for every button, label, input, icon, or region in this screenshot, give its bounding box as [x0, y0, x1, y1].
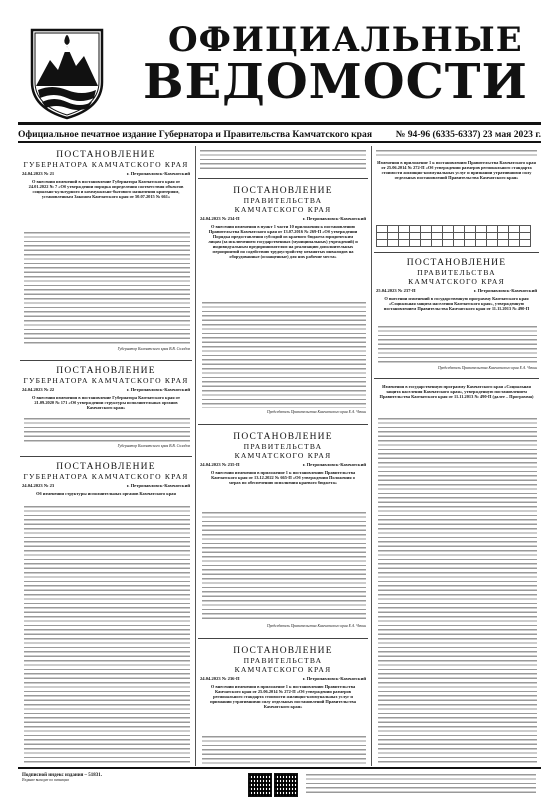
doc-meta — [22, 387, 190, 392]
middle-doc-3 — [200, 646, 366, 712]
doc-date: 24.04.2023 № 21 — [22, 171, 55, 176]
footer — [18, 770, 541, 800]
left-doc-2-signer: Губернатор Камчатского края В.В. Солодов — [117, 444, 190, 448]
doc-title-line1: ПОСТАНОВЛЕНИЕ — [56, 150, 156, 160]
right-appendix2-heading: Изменения в государственную программу Камчатского края «Социальная защита населения Камчатского края», утвержденную постановлением Правительства Камчатского края от 11.11.2013 № 490-П (далее – Программа) — [379, 384, 534, 399]
left-doc-2 — [22, 366, 190, 413]
doc-date: 24.04.2023 № 235-П — [200, 462, 240, 467]
doc-heading: О внесении изменений в постановление Губернатора Камчатского края от 24.01.2022 № 7 «Об утверждении порядка определения соответствия объектов социально-культурного и коммунально-бытового назначения критериям, установленным Законом Камчатского края от 50.07.2015 № 661» — [28, 179, 184, 199]
subscription-index: Подписной индекс издания – 51831. — [22, 773, 103, 778]
doc-heading: О внесении изменений в государственную программу Камчатского края «Социальная защита населения Камчатского края», утвержденную постановлением Правительства Камчатского края от 11.11.2013 № 490-П — [383, 296, 530, 311]
column-divider-2 — [371, 146, 372, 766]
doc-heading: О внесении изменения в постановление Губернатора Камчатского края от 21.09.2020 № 171 «Об утверждении структуры исполнительных органов Камчатского края» — [32, 395, 180, 410]
doc-date: 24.04.2023 № 234-П — [200, 216, 240, 221]
doc-meta — [22, 483, 190, 488]
table-row — [377, 240, 531, 247]
doc-place: г. Петропавловск-Камчатский — [302, 462, 366, 467]
doc-date: 25.04.2023 № 237-П — [376, 288, 416, 293]
footer-left — [22, 774, 212, 782]
section-divider — [20, 360, 192, 361]
masthead-subline — [18, 128, 541, 140]
doc-place: г. Петропавловск-Камчатский — [126, 387, 190, 392]
doc-heading: О внесении изменения в пункт 1 части 10 приложения к постановлению Правительства Камчатского края от 13.07.2016 № 269-П «Об утверждении Порядка предоставления субсидий из краевого бюджета юридическим лицам (за исключением государственных (муниципальных) учреждений) и индивидуальным предпринимателям на реализацию дополнительных мероприятий по содействию трудоустройству незанятых инвалидов на оборудованные (оснащенные) для них рабочие места» — [208, 224, 358, 259]
masthead-rule-top — [18, 122, 541, 125]
doc-place: г. Петропавловск-Камчатский — [302, 676, 366, 681]
doc-place: г. Петропавловск-Камчатский — [302, 216, 366, 221]
footer-right-text — [306, 774, 536, 796]
newspaper-subtitle: Официальное печатное издание Губернатора и Правительства Камчатского края — [18, 128, 373, 140]
middle-doc-2 — [200, 432, 366, 488]
doc-title-line1: ПОСТАНОВЛЕНИЕ — [56, 366, 156, 376]
newspaper-title-main: ВЕДОМОСТИ — [143, 54, 528, 110]
doc-heading: Об изменении структуры исполнительных органов Камчатского края — [36, 491, 176, 496]
middle-doc-1-body — [202, 302, 366, 408]
doc-title-line2: ГУБЕРНАТОРА КАМЧАТСКОГО КРАЯ — [23, 472, 189, 481]
doc-heading: О внесении изменения в приложение 1 к постановлению Правительства Камчатского края от 13.12.2022 № 665-П «Об утверждении Положения о мерах по обеспечению исполнения краевого бюджета» — [210, 470, 356, 485]
section-divider — [198, 424, 368, 425]
right-appendix2-body — [378, 418, 537, 764]
column-divider-1 — [195, 146, 196, 766]
doc-place: г. Петропавловск-Камчатский — [473, 288, 537, 293]
doc-date: 24.04.2023 № 236-П — [200, 676, 240, 681]
middle-continued-text — [200, 150, 366, 172]
doc-heading: О внесении изменения в приложение 1 к постановлению Правительства Камчатского края от 25.06.2014 № 272-П «Об утверждении размеров регионального стандарта стоимости жилищно-коммунальных услуг и признании утратившими силу отдельных постановлений Правительства Камчатского края» — [210, 684, 356, 709]
doc-title-line1: ПОСТАНОВЛЕНИЕ — [233, 432, 333, 442]
middle-doc-1-signer: Председатель Правительства Камчатского края Е.А. Чекин — [266, 410, 366, 414]
left-doc-1-body — [24, 232, 190, 345]
qr-code-icon — [248, 773, 272, 797]
doc-title-line2: ПРАВИТЕЛЬСТВА — [243, 442, 323, 451]
doc-place: г. Петропавловск-Камчатский — [126, 483, 190, 488]
table-row — [377, 226, 531, 233]
doc-title-line3: КАМЧАТСКОГО КРАЯ — [408, 277, 505, 286]
doc-meta — [200, 676, 366, 681]
doc-meta — [22, 171, 190, 176]
right-doc-1-signer: Председатель Правительства Камчатского края Е.А. Чекин — [437, 366, 537, 370]
section-divider — [374, 252, 539, 253]
doc-date: 24.04.2023 № 22 — [22, 387, 55, 392]
kamchatka-emblem-icon — [28, 24, 106, 120]
doc-title-line1: ПОСТАНОВЛЕНИЕ — [233, 646, 333, 656]
right-doc-1 — [376, 258, 537, 314]
qr-code-icon — [274, 773, 298, 797]
footer-note: Издание выходит по пятницам — [22, 778, 69, 783]
left-doc-3 — [22, 462, 190, 499]
doc-title-line2: ПРАВИТЕЛЬСТВА — [417, 268, 496, 277]
middle-doc-2-body — [202, 512, 366, 622]
doc-date: 24.04.2023 № 23 — [22, 483, 55, 488]
left-doc-2-body — [24, 418, 190, 442]
middle-doc-3-body — [202, 736, 366, 764]
doc-meta — [200, 216, 366, 221]
footer-rule — [18, 767, 541, 769]
right-doc-1-body — [378, 326, 537, 364]
section-divider — [20, 456, 192, 457]
section-divider — [374, 378, 539, 379]
newspaper-title-top: ОФИЦИАЛЬНЫЕ — [168, 20, 523, 60]
doc-title-line2: ПРАВИТЕЛЬСТВА — [243, 196, 323, 205]
doc-title-line3: КАМЧАТСКОГО КРАЯ — [234, 665, 332, 674]
doc-title-line1: ПОСТАНОВЛЕНИЕ — [56, 462, 156, 472]
right-appendix-reference — [376, 150, 537, 158]
doc-title-line3: КАМЧАТСКОГО КРАЯ — [234, 451, 332, 460]
doc-title-line2: ГУБЕРНАТОРА КАМЧАТСКОГО КРАЯ — [23, 160, 189, 169]
doc-meta — [376, 288, 537, 293]
left-doc-1 — [22, 150, 190, 202]
section-divider — [198, 638, 368, 639]
doc-title-line3: КАМЧАТСКОГО КРАЯ — [234, 205, 332, 214]
middle-doc-2-signer: Председатель Правительства Камчатского края Е.А. Чекин — [266, 624, 366, 628]
table-row — [377, 233, 531, 240]
doc-title-line1: ПОСТАНОВЛЕНИЕ — [233, 186, 333, 196]
tariff-table — [376, 225, 531, 247]
issue-number: № 94-96 (6335-6337) 23 мая 2023 г. — [395, 128, 541, 140]
masthead — [0, 0, 559, 122]
doc-title-line2: ГУБЕРНАТОРА КАМЧАТСКОГО КРАЯ — [23, 376, 189, 385]
section-divider — [198, 178, 368, 179]
right-appendix-heading: Изменения в приложение 1 к постановлению Правительства Камчатского края от 25.06.2014 № 272-П «Об утверждении размеров регионального стандарта стоимости жилищно-коммунальных услуг и признании утратившими силу отдельных постановлений Правительства Камчатского края» — [377, 160, 536, 180]
doc-title-line1: ПОСТАНОВЛЕНИЕ — [406, 258, 507, 268]
doc-title-line2: ПРАВИТЕЛЬСТВА — [243, 656, 323, 665]
left-doc-1-signer: Губернатор Камчатского края В.В. Солодов — [117, 347, 190, 351]
middle-doc-1 — [200, 186, 366, 262]
doc-place: г. Петропавловск-Камчатский — [126, 171, 190, 176]
masthead-rule-bottom — [18, 141, 541, 143]
doc-meta — [200, 462, 366, 467]
left-doc-3-body — [24, 506, 190, 764]
